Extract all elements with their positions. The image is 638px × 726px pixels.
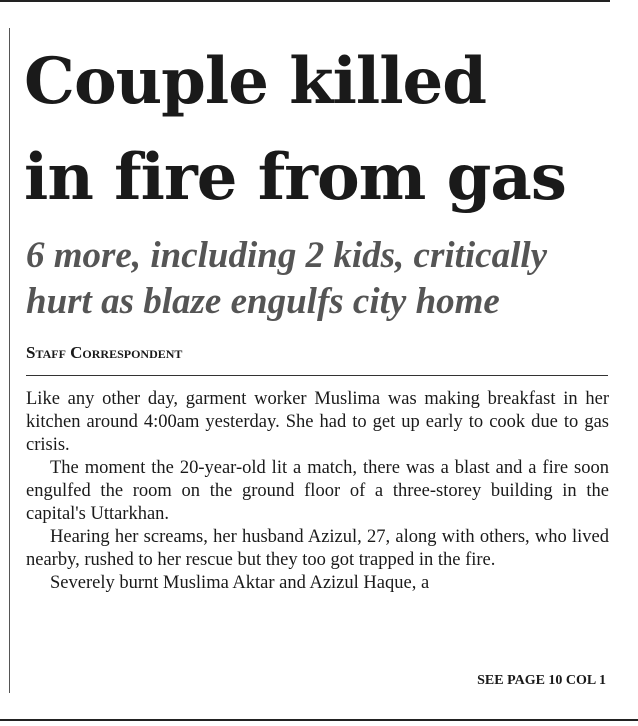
headline-line-2: in fire from gas (24, 140, 566, 215)
column-rule (9, 28, 10, 693)
headline (24, 34, 624, 226)
paragraph-2: The moment the 20-year-old lit a match, there was a blast and a fire soon engulfed the room on the ground floor of a three-storey building in the capital's Uttarkhan. (26, 458, 609, 524)
continuation-jump: SEE PAGE 10 COL 1 (477, 673, 606, 688)
subheadline (26, 233, 626, 325)
subheadline-line-1: 6 more, including 2 kids, critically (26, 235, 548, 276)
paragraph-1: Like any other day, garment worker Muslima was making breakfast in her kitchen around 4:00am yesterday. She had to get up early to cook due to gas crisis. (26, 389, 609, 455)
paragraph-4: Severely burnt Muslima Aktar and Azizul Haque, a (50, 573, 430, 593)
headline-line-1: Couple killed (24, 44, 486, 119)
bottom-rule (0, 719, 638, 721)
byline-rule (26, 375, 608, 376)
article-body (26, 388, 609, 595)
byline: Staff Correspondent (26, 343, 183, 362)
subheadline-line-2: hurt as blaze engulfs city home (26, 281, 500, 322)
paragraph-3: Hearing her screams, her husband Azizul, 27, along with others, who lived nearby, rushed to her rescue but they too got trapped in the fire. (26, 527, 609, 570)
top-rule (0, 0, 610, 2)
